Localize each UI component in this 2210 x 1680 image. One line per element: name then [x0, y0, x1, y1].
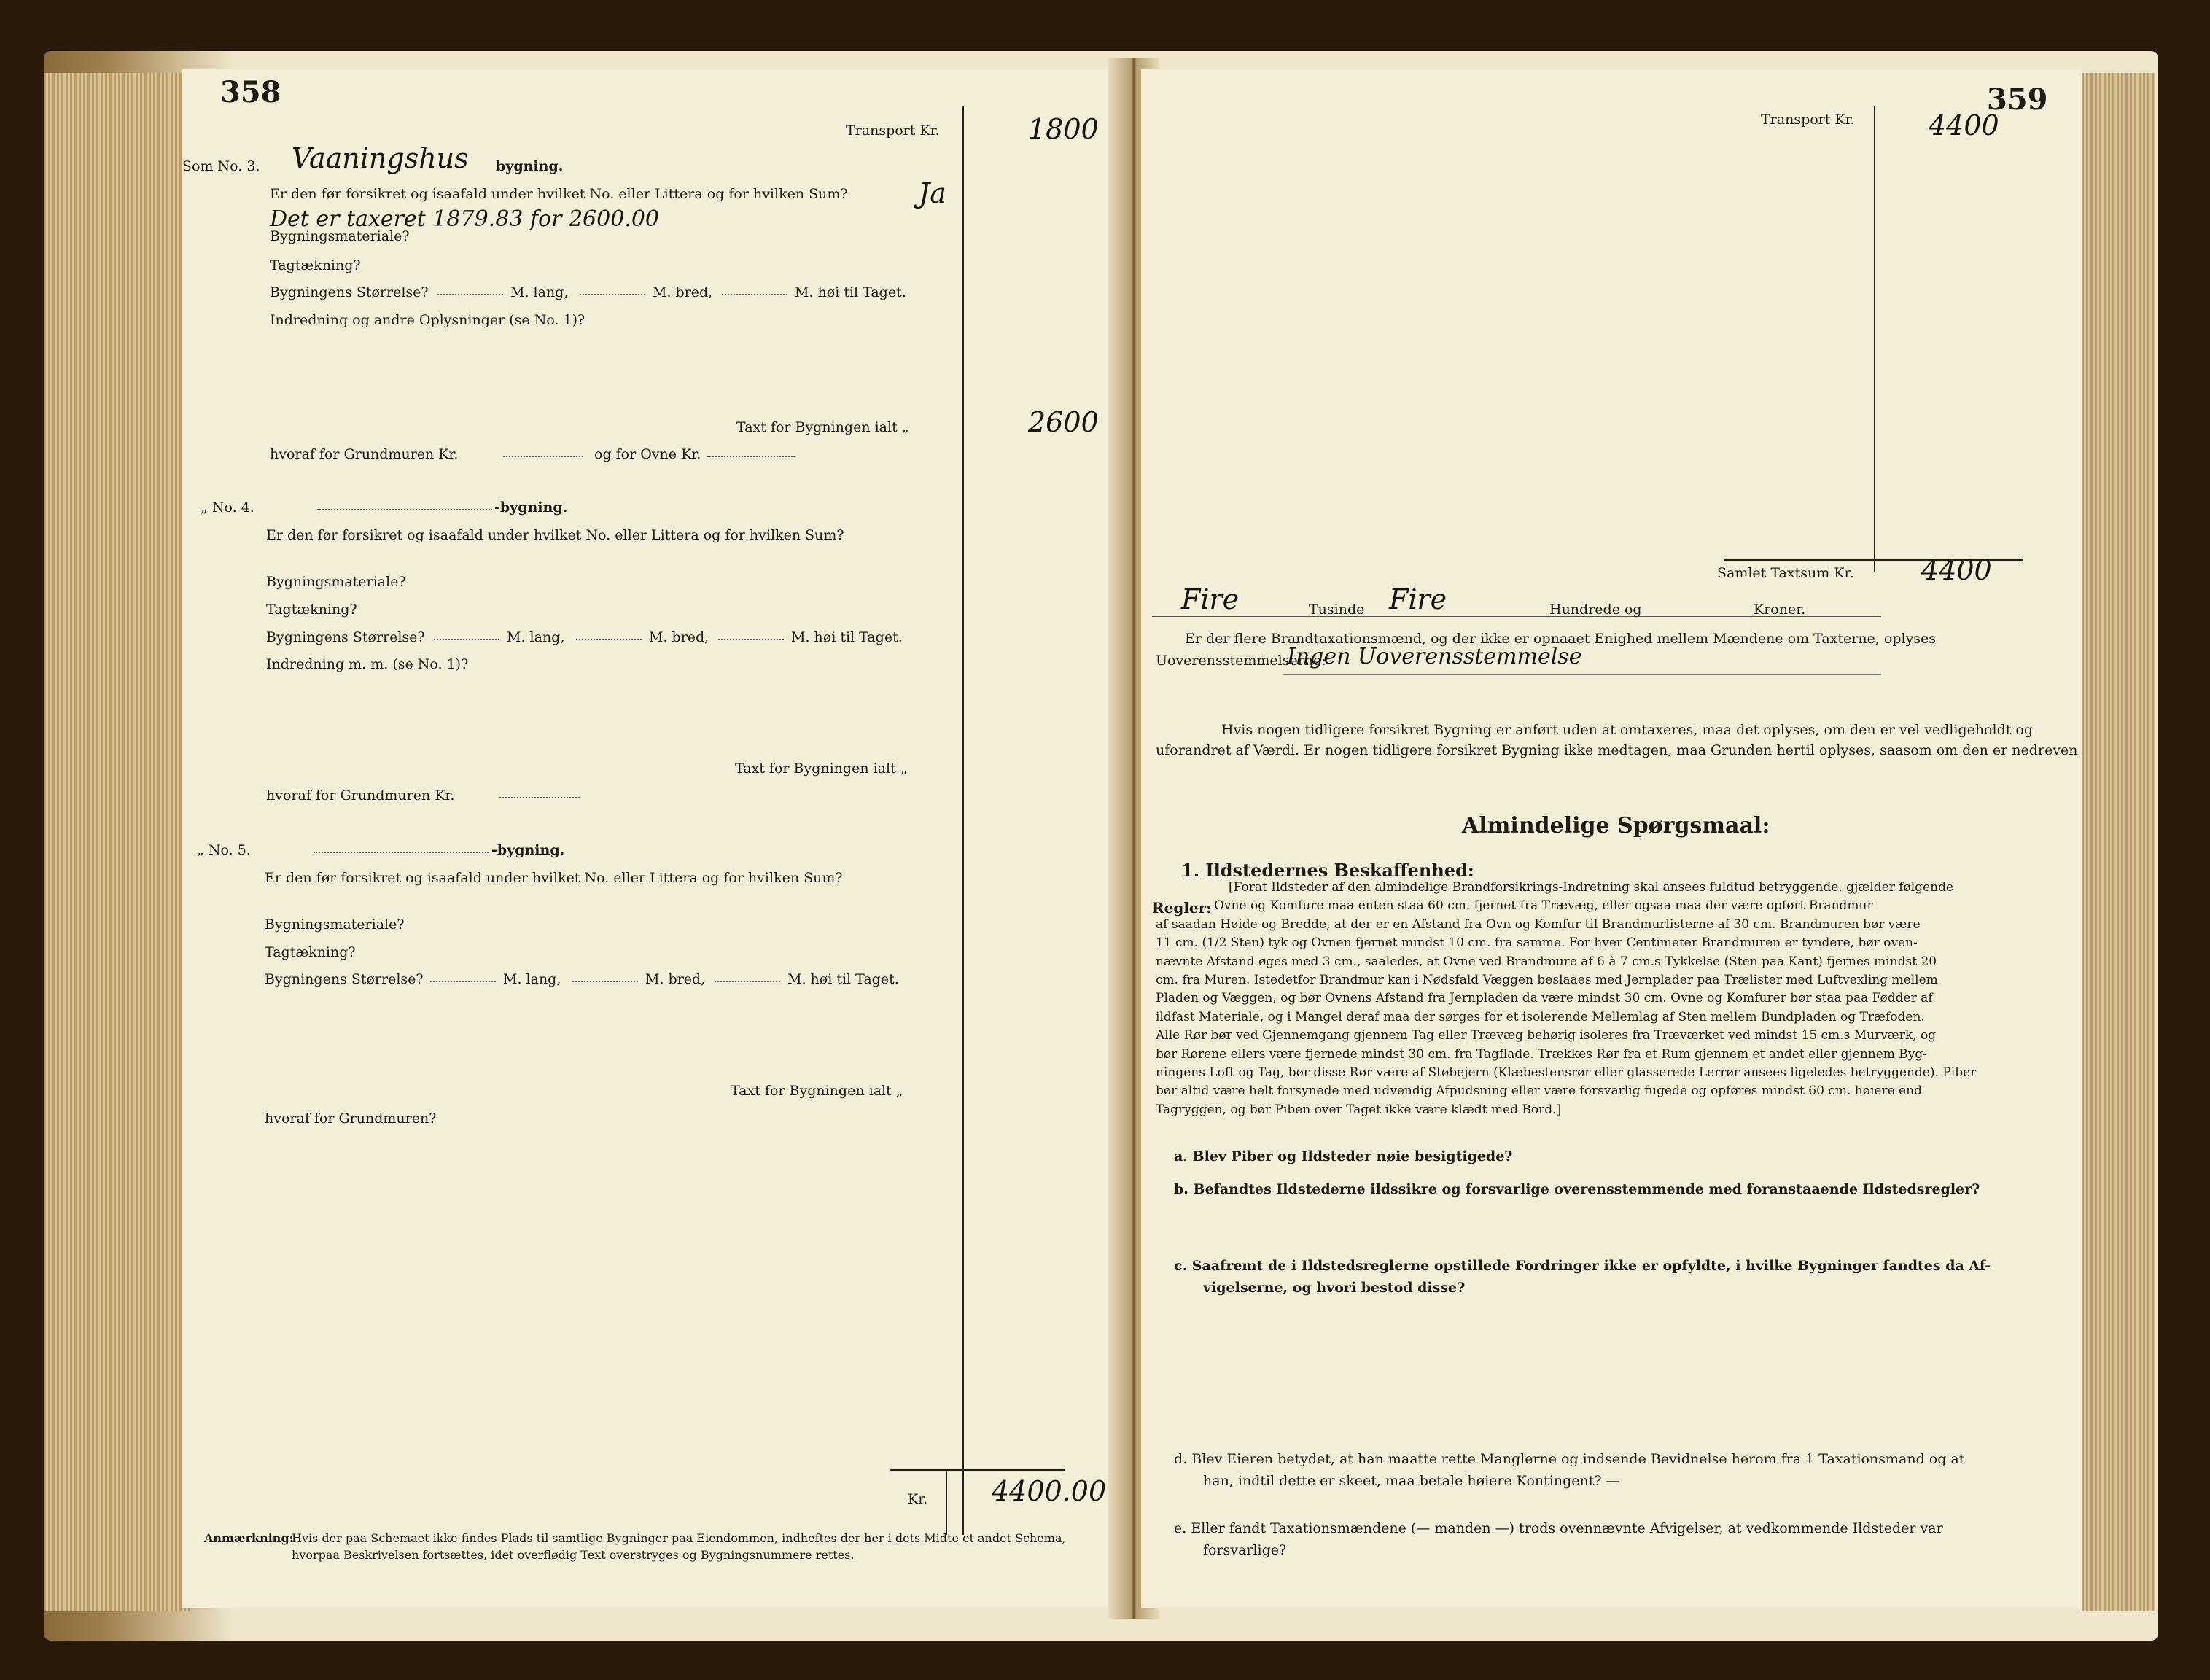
question-c-line-2: vigelserne, og hvori bestod disse?	[1203, 1280, 1466, 1296]
left-page	[182, 69, 1123, 1608]
hundred-label: Hundrede og	[1549, 602, 1642, 618]
no5-wide: M. bred,	[645, 971, 706, 987]
rules-line: nævnte Afstand øges med 3 cm., saaledes, at Ovne ved Brandmure af 6 à 7 cm.s Tykkelse (Sten paa Kant) fjernes mindst 20	[1156, 954, 1937, 969]
words-hundred: Fire	[1389, 583, 1447, 615]
no3-wide-field	[580, 284, 645, 295]
sum-column-line	[946, 1469, 947, 1535]
no3-foundation: hvoraf for Grundmuren Kr.	[270, 446, 459, 462]
no3-foundation-field	[503, 446, 583, 457]
sum-amount: 4400.00	[992, 1475, 1107, 1507]
rules-line: bør Rørene ellers være fjernede mindst 30 cm. fra Tagflade. Trækkes Rør fra et Rum gjennem et andet eller gjennem Byg-	[1156, 1046, 1928, 1062]
rules-line: ildfast Materiale, og i Mangel deraf maa der sørges for et isolerende Mellemlag af Sten mellem Bundpladen og Træfoden.	[1156, 1009, 1925, 1024]
question-e-line-2: forsvarlige?	[1203, 1542, 1287, 1558]
no4-size: Bygningens Størrelse?	[266, 629, 425, 645]
left-page-edges	[44, 73, 190, 1611]
no4-roof: Tagtækning?	[266, 602, 357, 618]
no4-wide: M. bred,	[649, 629, 709, 645]
note-text-1: Hvis der paa Schemaet ikke findes Plads til samtlige Bygninger paa Eiendommen, indheftes der her i dets Midte et andet Schema,	[292, 1531, 1066, 1545]
rules-label: Regler:	[1152, 899, 1212, 917]
no5-long: M. lang,	[503, 971, 561, 987]
no3-insured-answer: Ja	[919, 177, 946, 209]
left-transport-label: Transport Kr.	[846, 122, 940, 139]
disagreement-text: Er der flere Brandtaxationsmænd, og der ikke er opnaaet Enighed mellem Mændene om Taxterne, oplyses	[1185, 631, 1937, 647]
no3-ovens-field	[707, 446, 795, 457]
no5-high-field	[715, 971, 780, 982]
rules-line: Tagryggen, og bør Piben over Taget ikke være klædt med Bord.]	[1156, 1102, 1562, 1117]
no4-building-field	[317, 499, 492, 510]
amount-column-line	[962, 106, 964, 1535]
rules-line: Alle Rør bør ved Gjennemgang gjennem Tag eller Trævæg behørig isoleres fra Træværket ved mindst 15 cm.s Murværk, og	[1156, 1028, 1937, 1043]
previous-text-2: uforandret af Værdi. Er nogen tidligere forsikret Bygning ikke medtagen, maa Grunden hertil oplyses, saasom om den er nedreven	[1156, 742, 2078, 758]
rules-line: Ovne og Komfure maa enten staa 60 cm. fjernet fra Trævæg, eller ogsaa maa der være opført Brandmur	[1214, 898, 1873, 914]
sum-label: Kr.	[908, 1491, 928, 1507]
no4-insured-question: Er den før forsikret og isaafald under hvilket No. eller Littera og for hvilken Sum?	[266, 527, 844, 543]
no5-insured-question: Er den før forsikret og isaafald under hvilket No. eller Littera og for hvilken Sum?	[265, 870, 843, 886]
disagreement-answer: Ingen Uoverensstemmelse	[1287, 644, 1582, 669]
no3-roof: Tagtækning?	[270, 257, 361, 273]
no4-total-label: Taxt for Bygningen ialt „	[735, 761, 908, 777]
no3-insured-question: Er den før forsikret og isaafald under hvilket No. eller Littera og for hvilken Sum?	[270, 186, 848, 202]
rules-line: 11 cm. (1/2 Sten) tyk og Ovnen fjernet mindst 10 cm. fra samme. For hver Centimeter Brandmuren er tyndere, bør oven-	[1156, 936, 1918, 951]
no4-interior: Indredning m. m. (se No. 1)?	[266, 656, 469, 672]
no5-total-label: Taxt for Bygningen ialt „	[731, 1083, 903, 1099]
note-text-2: hvorpaa Beskrivelsen fortsættes, idet overflødig Text overstryges og Bygningsnummere rettes.	[292, 1548, 855, 1562]
question-b: b. Befandtes Ildstederne ildssikre og forsvarlige overensstemmende med foranstaaende Ildstedsregler?	[1174, 1181, 1980, 1197]
no5-material: Bygningsmateriale?	[265, 917, 405, 933]
question-d-line-2: han, indtil dette er skeet, maa betale høiere Kontingent? —	[1203, 1473, 1620, 1489]
question-c-line-1: c. Saafremt de i Ildstedsreglerne opstillede Fordringer ikke er opfyldte, i hvilke Bygninger fandtes da Af-	[1174, 1258, 1991, 1274]
no3-size: Bygningens Størrelse?	[270, 284, 429, 300]
no3-building-suffix: bygning.	[496, 158, 564, 174]
rules-line: [Forat Ildsteder af den almindelige Brandforsikrings-Indretning skal ansees fuldtud betryggende, gjælder følgende	[1229, 880, 1954, 895]
left-page-number: 358	[220, 75, 281, 109]
no5-roof: Tagtækning?	[265, 944, 356, 960]
rules-paragraph	[1156, 879, 2016, 1119]
no4-foundation-field	[499, 787, 580, 798]
no4-label: „ No. 4.	[201, 499, 254, 516]
disagreement-rule	[1283, 674, 1881, 675]
rules-line: bør altid være helt forsynede med udvendig Afpudsning eller være forsvarlig fugede og opføres mindst 60 cm. høiere end	[1156, 1084, 1922, 1099]
right-page-number: 359	[1987, 82, 2048, 117]
no4-building-suffix: -bygning.	[494, 499, 568, 516]
no4-foundation: hvoraf for Grundmuren Kr.	[266, 788, 455, 804]
no5-high: M. høi til Taget.	[787, 971, 899, 987]
general-questions-heading: Almindelige Spørgsmaal:	[1462, 813, 1770, 839]
disagreement-label: Uoverensstemmelserne:	[1156, 653, 1326, 669]
right-page-edges	[2082, 73, 2155, 1611]
question-d-line-1: d. Blev Eieren betydet, at han maatte rette Manglerne og indsende Bevidnelse herom fra 1 Taxationsmand og at	[1174, 1451, 1965, 1467]
rules-line: af saadan Høide og Bredde, at der er en Afstand fra Ovn og Komfur til Brandmurlisterne af 30 cm. Brandmuren bør være	[1156, 917, 1921, 932]
no4-high-field	[718, 629, 784, 640]
no4-long-field	[434, 629, 499, 640]
left-transport-amount: 1800	[1028, 113, 1099, 145]
no3-high-field	[722, 284, 787, 295]
no3-ovens: og for Ovne Kr.	[594, 446, 701, 462]
no4-wide-field	[576, 629, 642, 640]
rules-line: Pladen og Væggen, og bør Ovnens Afstand fra Jernpladen da være mindst 30 cm. Ovne og Komfurer bør staa paa Fødder af	[1156, 991, 1933, 1006]
question-a: a. Blev Piber og Ildsteder nøie besigtigede?	[1174, 1148, 1513, 1164]
thousand-label: Tusinde	[1309, 602, 1365, 618]
rules-line: cm. fra Muren. Istedetfor Brandmur kan i Nødsfald Væggen beslaaes med Jernplader paa Trælister med Luftvexling mellem	[1156, 973, 1938, 988]
no3-material: Bygningsmateriale?	[270, 228, 410, 244]
no5-size: Bygningens Størrelse?	[265, 971, 424, 987]
no4-material: Bygningsmateriale?	[266, 574, 406, 590]
section-1-heading: 1. Ildstedernes Beskaffenhed:	[1181, 860, 1474, 881]
previous-text-1: Hvis nogen tidligere forsikret Bygning er anført uden at omtaxeres, maa det oplyses, om den er vel vedligeholdt og	[1221, 722, 2034, 738]
no3-label: Som No. 3.	[182, 158, 260, 174]
right-transport-amount: 4400	[1929, 109, 1999, 141]
total-amount: 4400	[1921, 554, 1992, 586]
no3-high: M. høi til Taget.	[795, 284, 906, 300]
total-label: Samlet Taxtsum Kr.	[1717, 565, 1854, 581]
right-amount-column-line	[1874, 106, 1875, 572]
no3-long: M. lang,	[510, 284, 569, 300]
no4-long: M. lang,	[507, 629, 565, 645]
rules-line: ningens Loft og Tag, bør disse Rør være af Støbejern (Klæbestensrør eller glasserede Lerrør ansees ligeledes betryggende). Piber	[1156, 1065, 1977, 1081]
no3-wide: M. bred,	[653, 284, 713, 300]
no5-long-field	[430, 971, 496, 982]
no5-building-suffix: -bygning.	[491, 842, 565, 858]
no5-building-field	[314, 841, 489, 853]
no3-long-field	[437, 284, 503, 295]
no3-building-type: Vaaningshus	[292, 142, 469, 174]
words-thousand: Fire	[1181, 583, 1240, 615]
right-transport-label: Transport Kr.	[1761, 112, 1855, 128]
kroner-label: Kroner.	[1754, 602, 1806, 618]
note-label: Anmærkning:	[204, 1531, 294, 1545]
no3-interior: Indredning og andre Oplysninger (se No. 1)?	[270, 312, 585, 328]
no5-label: „ No. 5.	[197, 842, 251, 858]
no3-total-label: Taxt for Bygningen ialt „	[736, 419, 909, 435]
right-page	[1141, 69, 2082, 1608]
no5-wide-field	[572, 971, 638, 982]
question-e-line-1: e. Eller fandt Taxationsmændene (— manden —) trods ovennævnte Afvigelser, at vedkommende Ildsteder var	[1174, 1520, 1943, 1536]
sum-rule	[890, 1469, 1065, 1471]
no4-high: M. høi til Taget.	[791, 629, 903, 645]
no5-foundation: hvoraf for Grundmuren?	[265, 1111, 437, 1127]
no3-insured-note: Det er taxeret 1879.83 for 2600.00	[270, 206, 660, 232]
no3-total-amount: 2600	[1028, 406, 1099, 438]
